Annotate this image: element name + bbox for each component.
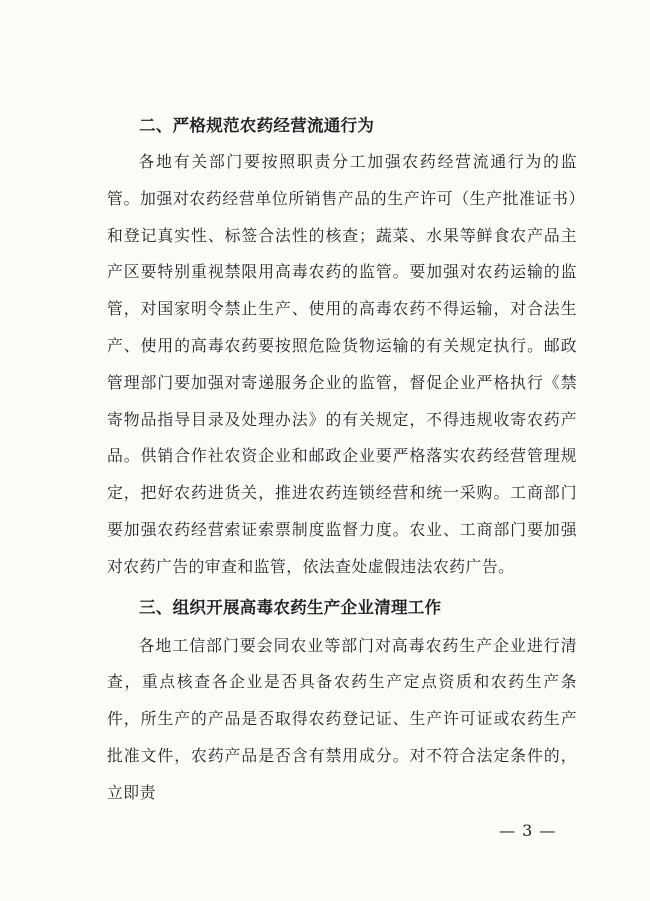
section-paragraph-2: 各地有关部门要按照职责分工加强农药经营流通行为的监管。加强对农药经营单位所销售产品的生产许可（生产批准证书）和登记真实性、标签合法性的核查；蔬菜、水果等鲜食农产品主产区要特别重视禁限用高毒农药的监管。要加强对农药运输的监管，对国家明令禁止生产、使用的高毒农药不得运输，对合法生产、使用的高毒农药要按照危险货物运输的有关规定执行。邮政管理部门要加强对寄递服务企业的监管，督促企业严格执行《禁寄物品指导目录及处理办法》的有关规定，不得违规收寄农药产品。供销合作社农资企业和邮政企业要严格落实农药经营管理规定，把好农药进货关，推进农药连锁经营和统一采购。工商部门要加强农药经营索证索票制度监督力度。农业、工商部门要加强对农药广告的审查和监管，依法查处虚假违法农药广告。 (107, 152, 577, 576)
section-heading-2: 二、严格规范农药经营流通行为 (139, 116, 375, 135)
section-heading-3: 三、组织开展高毒农药生产企业清理工作 (139, 597, 442, 617)
section-paragraph-3: 各地工信部门要会同农业等部门对高毒农药生产企业进行清查，重点核查各企业是否具备农药生产定点资质和农药生产条件，所生产的产品是否取得农药登记证、生产许可证或农药生产批准文件，农药产品是否含有禁用成分。对不符合法定条件的，立即责 (107, 635, 577, 802)
document-body (107, 108, 577, 812)
page-number: — 3 — (499, 821, 557, 840)
